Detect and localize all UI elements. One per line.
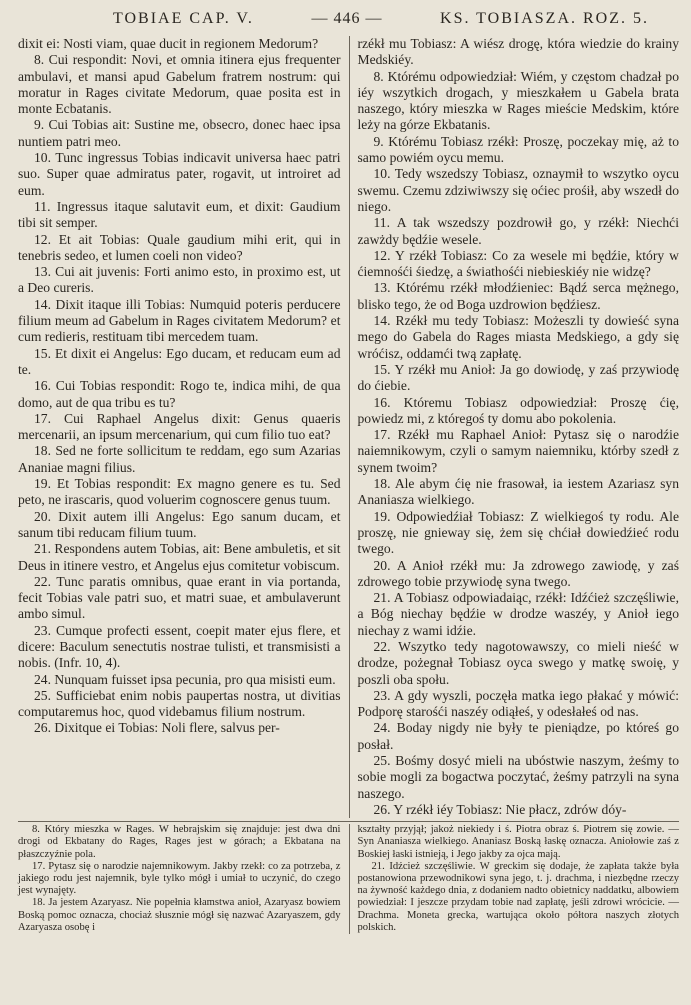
polish-verse: 22. Wszytko tedy nagotowawszy, co mieli nieść w drodze, pożegnał Tobiasz oyca swego y matkę swoię, y poszli oba społu. [357,638,679,687]
latin-verse: 25. Sufficiebat enim nobis paupertas nostra, ut divitias computaremus hoc, quod videbamus filium nostrum. [18,687,341,720]
latin-verse: 15. Et dixit ei Angelus: Ego ducam, et reducam eum ad te. [18,345,341,377]
latin-verse: 24. Nunquam fuisset ipsa pecunia, pro qua misisti eum. [34,671,336,687]
polish-verse: 8. Którému odpowiedział: Wiém, y częstom chadzał po iéy wszytkich drogach, y mieszkałem u Gabela brata naszego, który mieszka w Rages mieście Medskim, które leży na górze Ekbatanis. [357,68,679,133]
polish-verse: 13. Którému rzékł młodźieniec: Bądź serca mężnego, blisko tego, że od Boga uzdrowion będźiesz. [357,280,679,312]
polish-verse: 19. Odpowiedźiał Tobiasz: Z wielkiegoś ty rodu. Ale proszę, nie gnieway się, żem się chćiał dowiedźieć rodu twego. [357,508,679,557]
latin-verse: 26. Dixitque ei Tobias: Noli flere, salvus per- [34,720,280,736]
polish-verse: 11. A tak wszedszy pozdrowił go, y rzékł: Niechći zawżdy będźie wesele. [357,215,679,247]
polish-verse: 21. A Tobiasz odpowiadaiąc, rzékł: Idźćież szczęśliwie, a Bóg niechay będźie w drodze waszéy, y Anioł iego niechay z wami idźie. [357,590,679,638]
footnote: 8. Który mieszka w Rages. W hebrajskim się znajduje: jest dwa dni drogi od Ekbatany do Rages, Rages jest w górach; a Ekbatana na płaszczyźnie pola. [18,824,341,860]
main-text [18,36,679,818]
latin-verse: 20. Dixit autem illi Angelus: Ego sanum ducam, et sanum tibi reducam filium tuum. [18,508,341,540]
polish-verse: rzékł mu Tobiasz: A wiész drogę, która wiedzie do krainy Medskiéy. [357,36,679,68]
latin-verse: 17. Cui Raphael Angelus dixit: Genus quaeris mercenarii, an ipsum mercenarium, qui cum filio tuo eat? [18,410,341,443]
latin-verse: dixit ei: Nosti viam, quae ducit in regionem Medorum? [18,36,319,51]
polish-column [349,36,680,818]
polish-verse: 17. Rzékł mu Raphael Anioł: Pytasz się o narodźie naiemnikowym, czyli o samym naiemniku, którby szedł z synem twoim? [357,427,679,475]
latin-verse: 19. Et Tobias respondit: Ex magno genere es tu. Sed peto, ne irascaris, quod voluerim cognoscere genus tuum. [18,476,341,508]
polish-verse: 15. Y rzékł mu Anioł: Ja go dowiodę, y zaś przywiodę do ćiebie. [357,361,679,394]
footnote: 17. Pytasz się o narodzie najemnikowym. Jakby rzekł: co za potrzeba, z jakiego rodu jest najemnik, byle tylko mógł i umiał to uczynić, do czego jest wynajęty. [18,860,341,897]
latin-verse: 14. Dixit itaque illi Tobias: Numquid poteris perducere filium meum ad Gabelum in Rages civitatem Medorum? et cum redieris, restituam tibi mercedem tuam. [18,296,341,345]
latin-verse: 21. Respondens autem Tobias, ait: Bene ambuletis, et sit Deus in itinere vestro, et Angelus ejus comitetur vobiscum. [18,541,341,573]
latin-column [18,36,349,818]
latin-verse: 23. Cumque profecti essent, coepit mater ejus flere, et dicere: Baculum senectutis nostrae tulisti, et transmisisti a nobis. (Infr. 10, 4). [18,622,341,671]
polish-verse: 23. A gdy wyszli, poczęła matka iego płakać y mówić: Podporę starośći naszéy odiąłeś, y odesłałeś od nas. [357,687,679,720]
latin-verse: 16. Cui Tobias respondit: Rogo te, indica mihi, de qua domo, aut de qua tribu es tu? [18,378,341,410]
polish-verse: 25. Bośmy dosyć mieli na ubóstwie naszym, żeśmy to sobie mogli za bogactwa poczytać, żeśmy patrzyli na syna naszego. [357,753,679,801]
latin-verse: 11. Ingressus itaque salutavit eum, et dixit: Gaudium tibi sit semper. [18,198,341,231]
latin-verse: 22. Tunc paratis omnibus, quae erant in via portanda, fecit Tobias vale patri suo, et matri suae, et ambulaverunt ambo simul. [18,573,341,622]
latin-verse: 10. Tunc ingressus Tobias indicavit universa haec patri suo. Super quae admiratus pater, rogavit, ut introiret ad eum. [18,150,341,198]
polish-verse: 18. Ale abym ćię nie frasował, ia iestem Azariasz syn Ananiasza wielkiego. [357,476,679,508]
footnote-divider [18,821,679,822]
header-left: TOBIAE CAP. V. [113,10,254,27]
latin-verse: 9. Cui Tobias ait: Sustine me, obsecro, donec haec ipsa nuntiem patri meo. [18,117,341,149]
latin-verse: 8. Cui respondit: Novi, et omnia itinera ejus frequenter ambulavi, et mansi apud Gabelum fratrem nostrum: qui moratur in Rages civitate Medorum, quae posita est in monte Ecbatanis. [18,52,341,117]
footnote: 21. Idźcież szczęśliwie. W greckim się dodaje, że zapłata także była postanowiona przewodnikowi syna jego, t. j. drachma, i niezbędne rzeczy na żywność każdego dnia, z dodaniem nadto obietnicy naddatku, albowiem powiedział: I jeszcze przydam tobie nad zapłatę, jeśli zdrowi wrócicie. — Drachma. Moneta grecka, wartująca około półtora naszych złotych polskich. [357,860,679,933]
latin-verse: 13. Cui ait juvenis: Forti animo esto, in proximo est, ut a Deo cureris. [18,264,341,296]
polish-verse: 26. Y rzékł iéy Tobiasz: Nie płacz, zdrów dóy- [373,801,627,817]
footnotes-left [18,824,349,934]
polish-verse: 12. Y rzékł Tobiasz: Co za wesele mi będźie, który w ćiemnośći śiedzę, a świathośći niebieskiéy nie widzę? [357,247,679,280]
latin-verse: 12. Et ait Tobias: Quale gaudium mihi erit, qui in tenebris sedeo, et lumen coeli non video? [18,231,341,263]
footnote: kształty przyjął; jakoż niekiedy i ś. Piotra obraz ś. Piotrem się zowie. — Syn Ananiasza wielkiego. Ananiasz Boską łaskę oznacza. Aniołowie zaś z Boskiej łaski istnieją, i Jego jakby za ojca mają. [357,824,679,860]
page-number: — 446 — [311,10,383,27]
header-right: KS. TOBIASZA. ROZ. 5. [440,10,649,27]
footnotes-right [349,824,680,934]
polish-verse: 14. Rzékł mu tedy Tobiasz: Możeszli ty dowieść syna mego do Gabela do Rages miasta Medskiego, a gdy się wróćisz, oddamći twą zapłatę. [357,313,679,361]
footnotes [18,824,679,934]
latin-verse: 18. Sed ne forte sollicitum te reddam, ego sum Azarias Ananiae magni filius. [18,443,341,475]
polish-verse: 20. A Anioł rzékł mu: Ja zdrowego zawiodę, y zaś zdrowego tobie przywiodę syna twego. [357,557,679,589]
running-header [18,10,679,36]
polish-verse: 24. Boday nigdy nie były te pieniądze, po któreś go posłał. [357,720,679,752]
polish-verse: 9. Którému Tobiasz rzékł: Proszę, poczekay mię, aż to samo powiém oycu memu. [357,133,679,166]
footnote: 18. Ja jestem Azaryasz. Nie popełnia kłamstwa anioł, Azaryasz bowiem Boską pomoc oznacza, chociaż słusznie mógł się nazwać Azaryaszem, gdy Azaryasza osobę i [18,897,341,933]
polish-verse: 16. Któremu Tobiasz odpowiedział: Proszę ćię, powiedz mi, z któregoś ty domu abo pokolenia. [357,394,679,426]
polish-verse: 10. Tedy wszedszy Tobiasz, oznaymił to wszytko oycu swemu. Czemu zdziwiwszy się oćiec prośił, aby wszedł do niego. [357,166,679,214]
